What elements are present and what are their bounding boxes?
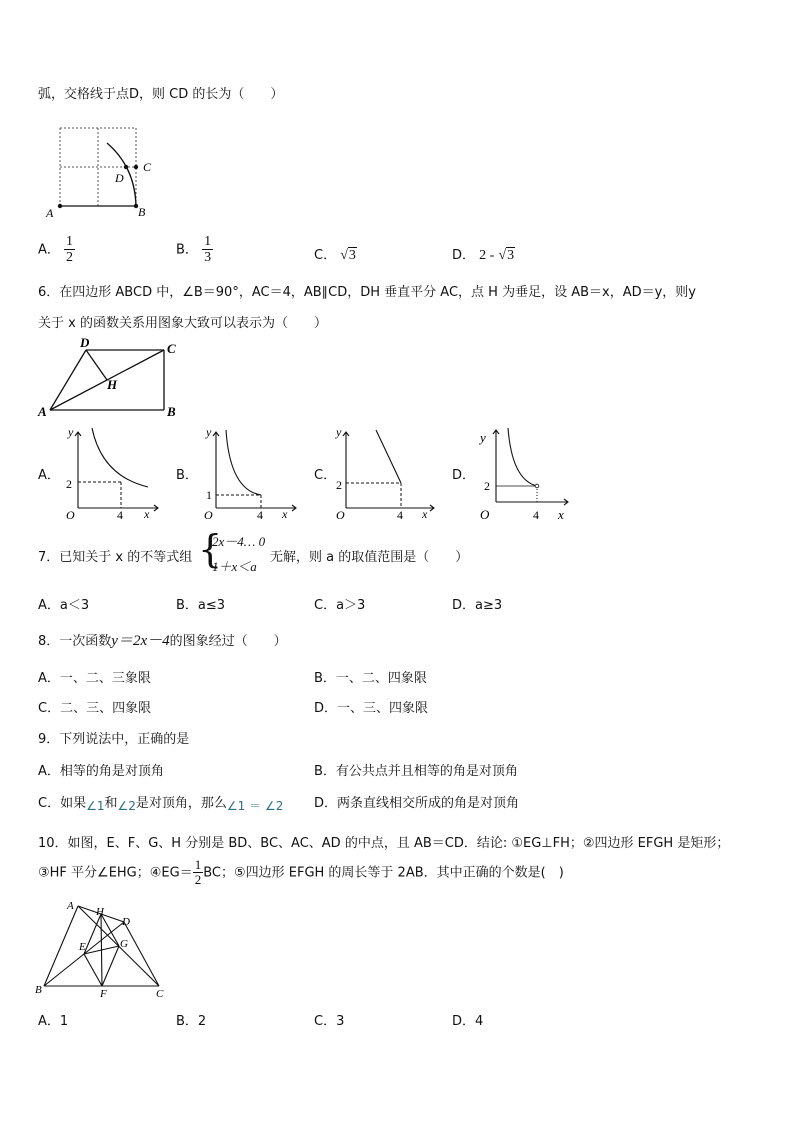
q5-option-b[interactable]: B． $\frac{1}{3}$ xyxy=(176,234,212,266)
x-value: 4 xyxy=(257,508,263,520)
q9-stem: 9．下列说法中，正确的是 xyxy=(38,732,190,747)
q5-label-b: B xyxy=(138,205,146,219)
origin-label: O xyxy=(480,507,490,522)
q6-option-d-label[interactable]: D． xyxy=(452,468,476,483)
q7-stem-pre: 7．已知关于 x 的不等式组 xyxy=(38,550,193,565)
origin-label: O xyxy=(204,508,213,520)
q10-option-d[interactable]: D．4 xyxy=(452,1014,484,1029)
q10-figure xyxy=(34,897,174,1001)
q6-stem-line2: 关于 x 的函数关系用图象大致可以表示为（ ） xyxy=(38,316,327,331)
y-value: 2 xyxy=(336,478,342,492)
q6-option-b-label[interactable]: B． xyxy=(176,468,198,483)
fraction: $\frac{1}{2}$ xyxy=(66,234,74,266)
q10-option-b[interactable]: B．2 xyxy=(176,1014,207,1029)
y-axis-label: y xyxy=(336,425,342,439)
q10-stem-line2: ③HF 平分∠EHG；④EG＝ $\frac{1}{2}$ BC；⑤四边形 EFGH 的周长等于 2AB．其中正确的个数是( ) xyxy=(38,857,564,888)
q5-stem: 弧，交格线于点D，则 CD 的长为（ ） xyxy=(38,87,284,102)
x-value: 4 xyxy=(397,508,403,520)
q7-option-b[interactable]: B．a≤3 xyxy=(176,598,226,613)
x-axis-label: x xyxy=(282,507,288,520)
x-value: 4 xyxy=(117,508,123,520)
q8-option-b[interactable]: B．一、二、四象限 xyxy=(314,671,427,686)
origin-label: O xyxy=(66,508,75,520)
x-axis-label: x xyxy=(422,507,428,520)
x-axis-label: x xyxy=(558,507,564,522)
q10-label-d: D xyxy=(122,916,130,928)
q8-stem: 8．一次函数y＝2x－4的图象经过（ ） xyxy=(38,633,287,649)
q6-option-c-graph[interactable] xyxy=(334,424,444,520)
q7-brace: { xyxy=(198,527,223,571)
sqrt: √3 xyxy=(340,248,356,263)
q9-option-b[interactable]: B．有公共点并且相等的角是对顶角 xyxy=(314,764,518,779)
q8-formula: y＝2x－4 xyxy=(111,633,170,649)
q10-label-a: A xyxy=(67,900,74,912)
q9-option-d[interactable]: D．两条直线相交所成的角是对顶角 xyxy=(314,796,520,811)
y-axis-label: y xyxy=(68,425,74,439)
q10-option-c[interactable]: C．3 xyxy=(314,1014,345,1029)
q6-option-c-label[interactable]: C． xyxy=(314,468,337,483)
origin-label: O xyxy=(336,508,345,520)
fraction: $\frac{1}{2}$ xyxy=(194,857,202,888)
q10-label-g: G xyxy=(120,938,128,950)
q5-figure xyxy=(40,122,170,222)
q8-option-d[interactable]: D．一、三、四象限 xyxy=(314,701,429,716)
q6-label-a: A xyxy=(38,404,47,418)
q10-label-b: B xyxy=(35,984,42,996)
q8-option-c[interactable]: C．二、三、四象限 xyxy=(38,701,152,716)
sqrt: √3 xyxy=(498,248,515,263)
y-value: 1 xyxy=(206,488,212,502)
q7-line1: 2x－4… 0 xyxy=(212,534,266,549)
q6-option-d-graph[interactable] xyxy=(472,424,582,524)
q7-option-d[interactable]: D．a≥3 xyxy=(452,598,503,613)
q9-option-a[interactable]: A．相等的角是对顶角 xyxy=(38,764,164,779)
y-value: 2 xyxy=(66,477,72,491)
q5-option-a[interactable]: A． $\frac{1}{2}$ xyxy=(38,234,74,266)
q5-label-a: A xyxy=(46,206,54,220)
q6-option-a-label[interactable]: A． xyxy=(38,468,60,483)
q10-label-h: H xyxy=(96,906,104,918)
y-axis-label: y xyxy=(480,430,486,445)
q10-option-a[interactable]: A．1 xyxy=(38,1014,69,1029)
q6-option-a-graph[interactable] xyxy=(58,424,168,520)
q6-label-c: C xyxy=(167,341,176,356)
q5-label-c: C xyxy=(143,160,152,174)
q6-label-d: D xyxy=(80,336,90,350)
x-axis-label: x xyxy=(144,507,150,520)
q6-label-b: B xyxy=(167,404,176,418)
q6-label-h: H xyxy=(107,377,118,392)
q7-option-c[interactable]: C．a＞3 xyxy=(314,598,366,613)
q6-option-b-graph[interactable] xyxy=(196,424,306,520)
q6-stem-line1: 6．在四边形 ABCD 中，∠B＝90°，AC＝4，AB∥CD，DH 垂直平分 AC，点 H 为垂足，设 AB＝x，AD＝y，则y xyxy=(38,285,696,300)
q7-line2: 1＋x＜a xyxy=(212,559,257,574)
y-axis-label: y xyxy=(206,425,212,439)
q5-label-d: D xyxy=(115,171,124,185)
q6-figure xyxy=(36,336,186,418)
q7-stem-post: 无解，则 a 的取值范围是（ ） xyxy=(270,550,469,565)
q7-option-a[interactable]: A．a＜3 xyxy=(38,598,90,613)
x-value: 4 xyxy=(533,508,539,522)
q8-option-a[interactable]: A．一、二、三象限 xyxy=(38,671,151,686)
q5-option-c[interactable]: C． √3 xyxy=(314,248,356,263)
q10-stem-line1: 10．如图，E、F、G、H 分别是 BD、BC、AC、AD 的中点，且 AB＝CD．结论: ①EG⊥FH；②四边形 EFGH 是矩形； xyxy=(38,836,730,851)
y-value: 2 xyxy=(484,479,490,493)
q10-label-f: F xyxy=(100,988,107,1000)
q9-option-c[interactable]: C．如果∠1和∠2是对顶角，那么∠1 ＝ ∠2 xyxy=(38,796,284,813)
fraction: $\frac{1}{3}$ xyxy=(204,234,212,266)
q10-label-c: C xyxy=(156,988,164,1000)
q10-label-e: E xyxy=(79,941,86,953)
q5-option-d[interactable]: D． 2 - √3 xyxy=(452,248,515,263)
